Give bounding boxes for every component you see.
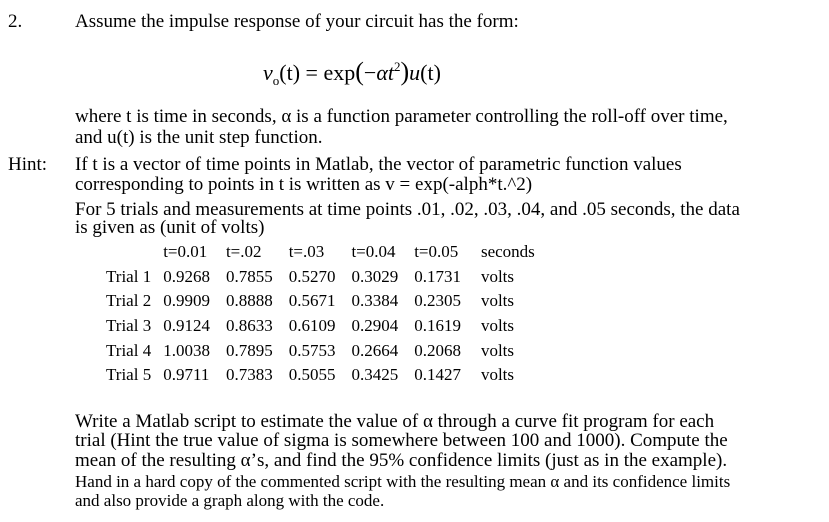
table-cell: 0.7383 <box>225 365 273 385</box>
table-header-cell: t=0.01 <box>163 242 208 262</box>
trial-label: Trial 4 <box>106 340 152 360</box>
table-header-cell: t=.03 <box>288 242 325 262</box>
unit-cell: volts <box>480 365 515 385</box>
table-cell: 0.9711 <box>163 365 210 385</box>
table-cell: 0.7855 <box>225 266 273 286</box>
problem-number: 2. <box>8 11 23 32</box>
hint-line-2: corresponding to points in t is written as v = exp(-alph*t.^2) <box>75 174 533 195</box>
trials-line-2: is given as (unit of volts) <box>75 217 265 238</box>
task-line-5: and also provide a graph along with the code. <box>75 491 385 510</box>
trials-line-1: For 5 trials and measurements at time points .01, .02, .03, .04, and .05 seconds, the data <box>75 199 740 220</box>
table-cell: 0.5671 <box>288 291 336 311</box>
eq-exponent: 2 <box>394 59 401 74</box>
trial-label: Trial 2 <box>106 291 152 311</box>
where-line-1: where t is time in seconds, α is a function parameter controlling the roll-off over time, <box>75 106 728 127</box>
table-cell: 0.1619 <box>414 316 461 336</box>
table-cell: 0.2068 <box>414 340 461 360</box>
table-cell: 0.9268 <box>163 266 210 286</box>
trial-label: Trial 3 <box>106 316 152 336</box>
eq-equals: = <box>305 60 318 85</box>
eq-t: t <box>387 60 394 85</box>
table-cell: 0.5753 <box>288 340 336 360</box>
trial-label: Trial 5 <box>106 365 152 385</box>
task-line-4: Hand in a hard copy of the commented script with the resulting mean α and its confidence limits <box>75 472 731 491</box>
trial-label: Trial 1 <box>106 266 152 286</box>
table-header-row <box>100 240 541 265</box>
unit-cell: volts <box>480 266 515 286</box>
table-cell: 0.3029 <box>351 266 399 286</box>
table-row <box>100 289 541 314</box>
table-header-cell: t=0.04 <box>351 242 396 262</box>
table-cell: 0.7895 <box>225 340 273 360</box>
eq-step: u <box>409 60 421 85</box>
eq-minus: − <box>363 60 377 85</box>
eq-func: exp <box>323 60 356 85</box>
table-cell: 0.3384 <box>351 291 399 311</box>
table-row <box>100 338 541 363</box>
unit-cell: volts <box>480 291 515 311</box>
table-cell: 1.0038 <box>163 340 210 360</box>
table-cell: 0.1731 <box>414 266 461 286</box>
unit-cell: volts <box>480 316 515 336</box>
table-header-cell <box>100 240 157 265</box>
table-cell: 0.1427 <box>414 365 461 385</box>
table-cell: 0.5055 <box>288 365 336 385</box>
task-line-3: mean of the resulting α’s, and find the 95% confidence limits (just as in the example). <box>75 450 728 471</box>
task-line-2: trial (Hint the true value of sigma is somewhere between 100 and 1000). Compute the <box>75 430 728 451</box>
table-cell: 0.3425 <box>351 365 399 385</box>
table-cell: 0.8633 <box>225 316 273 336</box>
hint-line-1: If t is a vector of time points in Matlab, the vector of parametric function values <box>75 154 682 175</box>
where-line-2: and u(t) is the unit step function. <box>75 127 323 148</box>
impulse-response-equation: $v_o(t) = \exp(-\alpha t^2)u(t)$ <box>263 57 441 88</box>
table-cell: 0.9124 <box>163 316 210 336</box>
intro-text: Assume the impulse response of your circuit has the form: <box>75 11 519 32</box>
table-row <box>100 314 541 339</box>
unit-cell: volts <box>480 340 515 360</box>
table-header-cell: t=0.05 <box>414 242 459 262</box>
table-row <box>100 363 541 388</box>
eq-lhs-var: v <box>263 60 273 85</box>
eq-lhs-arg: (t) <box>279 60 301 85</box>
measurement-table <box>100 240 541 388</box>
table-cell: 0.6109 <box>288 316 336 336</box>
eq-alpha: α <box>376 60 388 85</box>
table-cell: 0.5270 <box>288 266 336 286</box>
table-header-cell: seconds <box>480 242 535 262</box>
table-cell: 0.2904 <box>351 316 399 336</box>
eq-lhs-sub: o <box>272 73 280 88</box>
table-cell: 0.2305 <box>414 291 461 311</box>
table-row <box>100 265 541 290</box>
table-cell: 0.2664 <box>351 340 399 360</box>
table-cell: 0.9909 <box>163 291 210 311</box>
eq-step-arg: (t) <box>420 60 441 85</box>
hint-label: Hint: <box>8 154 48 175</box>
table-cell: 0.8888 <box>225 291 273 311</box>
task-line-1: Write a Matlab script to estimate the value of α through a curve fit program for each <box>75 411 715 432</box>
table-header-cell: t=.02 <box>225 242 262 262</box>
